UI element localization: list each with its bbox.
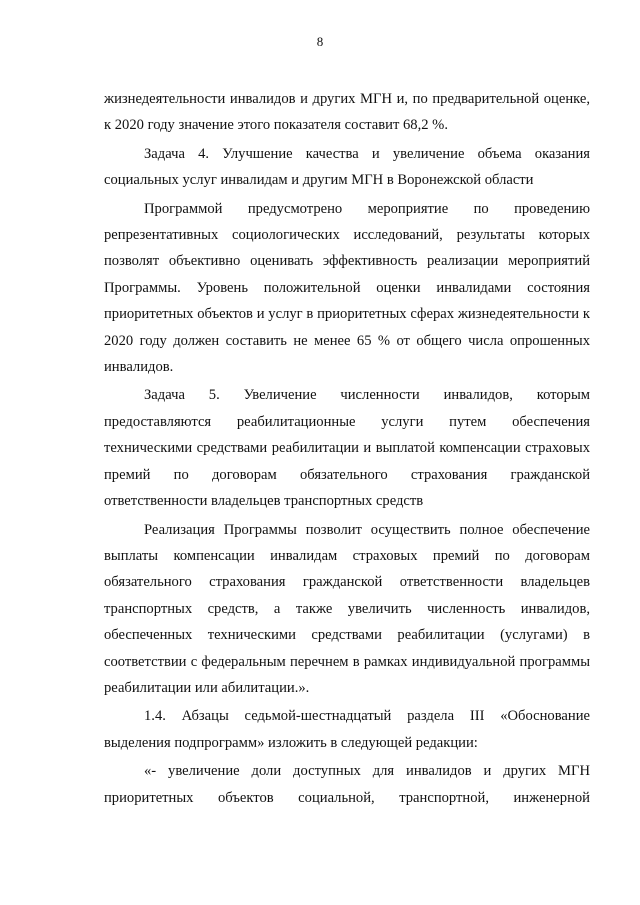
paragraph-task-5: Задача 5. Увеличение численности инвалидов, которым предоставляются реабилитационные услуги путем обеспечения техническими средствами реабилитации и выплатой компенсации страховых премий по договорам обязательного страхования гражданской ответственности владельцев транспортных средств (104, 387, 590, 510)
paragraph-program-implementation: Реализация Программы позволит осуществить полное обеспечение выплаты компенсации инвалидам страховых премий по договорам обязательного страхования гражданской ответственности владельцев транспортных средств, а также увеличить численность инвалидов, обеспеченных техническими средствами реабилитации (услугами) в соответствии с федеральным перечнем в рамках индивидуальной программы реабилитации или абилитации.». (104, 521, 590, 696)
page-number: 8 (316, 34, 324, 49)
paragraph-section-1-4: 1.4. Абзацы седьмой-шестнадцатый раздела III «Обоснование выделения подпрограмм» изложить в следующей редакции: (104, 708, 590, 751)
paragraph-continuation: жизнедеятельности инвалидов и других МГН и, по предварительной оценке, к 2020 году значение этого показателя составит 68,2 %. (104, 91, 590, 134)
paragraph-task-4: Задача 4. Улучшение качества и увеличение объема оказания социальных услуг инвалидам и другим МГН в Воронежской области (104, 145, 590, 189)
document-body (104, 86, 590, 813)
paragraph-quote-start: «- увеличение доли доступных для инвалидов и других МГН приоритетных объектов социальной, транспортной, инженерной (104, 763, 590, 806)
paragraph-program-survey: Программой предусмотрено мероприятие по проведению репрезентативных социологических исследований, результаты которых позволят объективно оценивать эффективность реализации мероприятий Программы. Уровень положительной оценки инвалидами состояния приоритетных объектов и услуг в приоритетных сферах жизнедеятельности к 2020 году должен составить не менее 65 % от общего числа опрошенных инвалидов. (104, 200, 590, 376)
